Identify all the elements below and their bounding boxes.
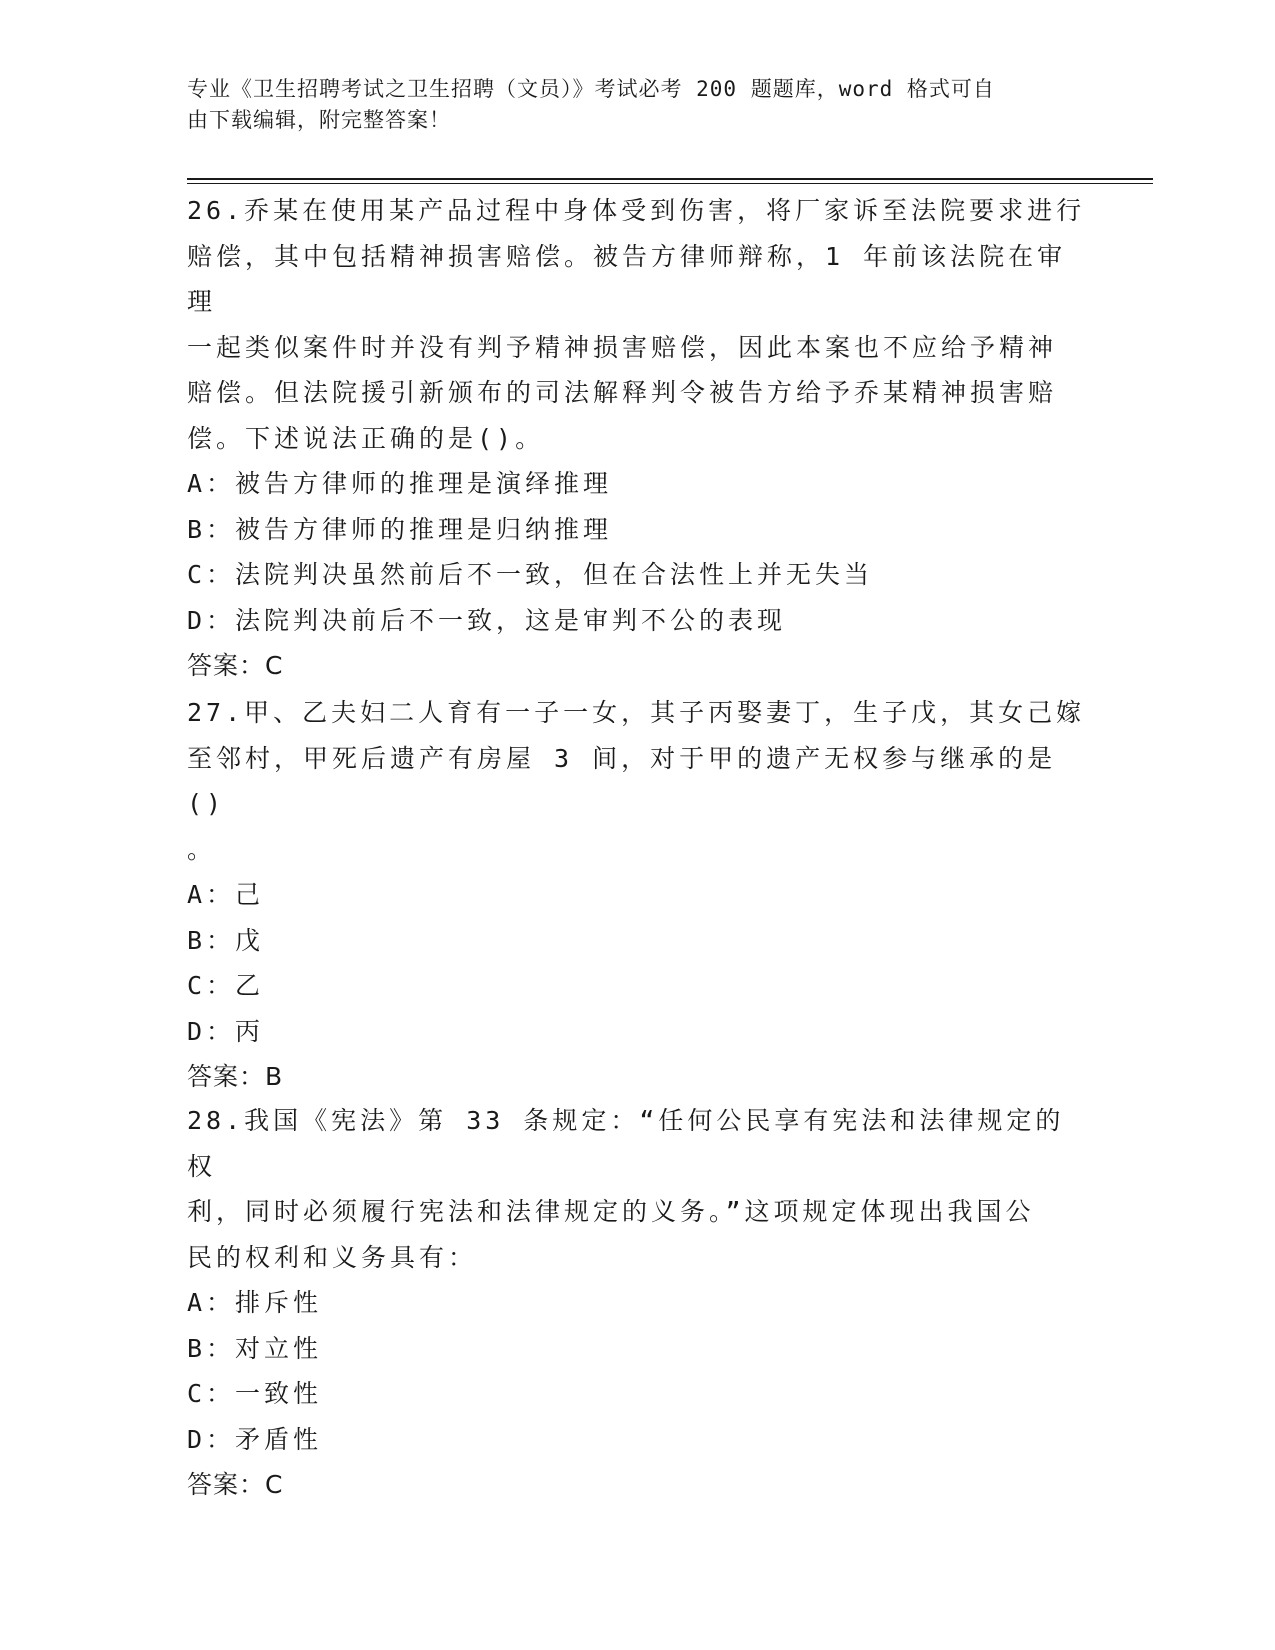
option-b: B：戊 bbox=[187, 925, 265, 955]
answer-label: 答案：B bbox=[187, 1062, 284, 1091]
question-line: 偿。下述说法正确的是()。 bbox=[187, 423, 545, 453]
option-c: C：乙 bbox=[187, 971, 265, 1000]
header-line-1: 专业《卫生招聘考试之卫生招聘（文员）》考试必考 200 题题库，word 格式可自 bbox=[187, 77, 995, 101]
option-a: A：排斥性 bbox=[187, 1288, 323, 1317]
question-line: 赔偿，其中包括精神损害赔偿。被告方律师辩称，1 年前该法院在审理 bbox=[187, 241, 1067, 316]
question-line: 赔偿。但法院援引新颁布的司法解释判令被告方给予乔某精神损害赔 bbox=[187, 378, 1058, 407]
question-line: 一起类似案件时并没有判予精神损害赔偿，因此本案也不应给予精神 bbox=[187, 332, 1058, 362]
option-b: B：对立性 bbox=[187, 1333, 323, 1363]
answer-label: 答案：C bbox=[187, 1470, 284, 1499]
answer-label: 答案：C bbox=[187, 651, 284, 680]
question-line: 26.乔某在使用某产品过程中身体受到伤害，将厂家诉至法院要求进行 bbox=[187, 196, 1086, 225]
document-header bbox=[187, 74, 1087, 136]
question-line: 27.甲、乙夫妇二人育有一子一女，其子丙娶妻丁，生子戊，其女己嫁 bbox=[187, 698, 1086, 727]
option-a: A：己 bbox=[187, 880, 265, 909]
question-27 bbox=[187, 690, 1087, 1100]
question-line: 民的权利和义务具有： bbox=[187, 1242, 478, 1272]
question-line: 。 bbox=[187, 834, 217, 864]
question-28 bbox=[187, 1098, 1087, 1508]
option-d: D：丙 bbox=[187, 1016, 265, 1046]
question-26 bbox=[187, 188, 1087, 689]
option-d: D：矛盾性 bbox=[187, 1424, 323, 1454]
header-divider-thin bbox=[187, 183, 1153, 184]
option-a: A：被告方律师的推理是演绎推理 bbox=[187, 469, 613, 498]
option-c: C：一致性 bbox=[187, 1379, 323, 1408]
header-line-2: 由下载编辑，附完整答案！ bbox=[187, 108, 451, 132]
header-divider-thick bbox=[187, 178, 1153, 180]
question-line: 利，同时必须履行宪法和法律规定的义务。”这项规定体现出我国公 bbox=[187, 1197, 1035, 1226]
question-line: 至邻村，甲死后遗产有房屋 3 间，对于甲的遗产无权参与继承的是() bbox=[187, 743, 1057, 818]
question-line: 28.我国《宪法》第 33 条规定：“任何公民享有宪法和法律规定的权 bbox=[187, 1106, 1065, 1181]
option-d: D：法院判决前后不一致，这是审判不公的表现 bbox=[187, 605, 787, 635]
option-b: B：被告方律师的推理是归纳推理 bbox=[187, 514, 613, 544]
option-c: C：法院判决虽然前后不一致，但在合法性上并无失当 bbox=[187, 560, 874, 589]
